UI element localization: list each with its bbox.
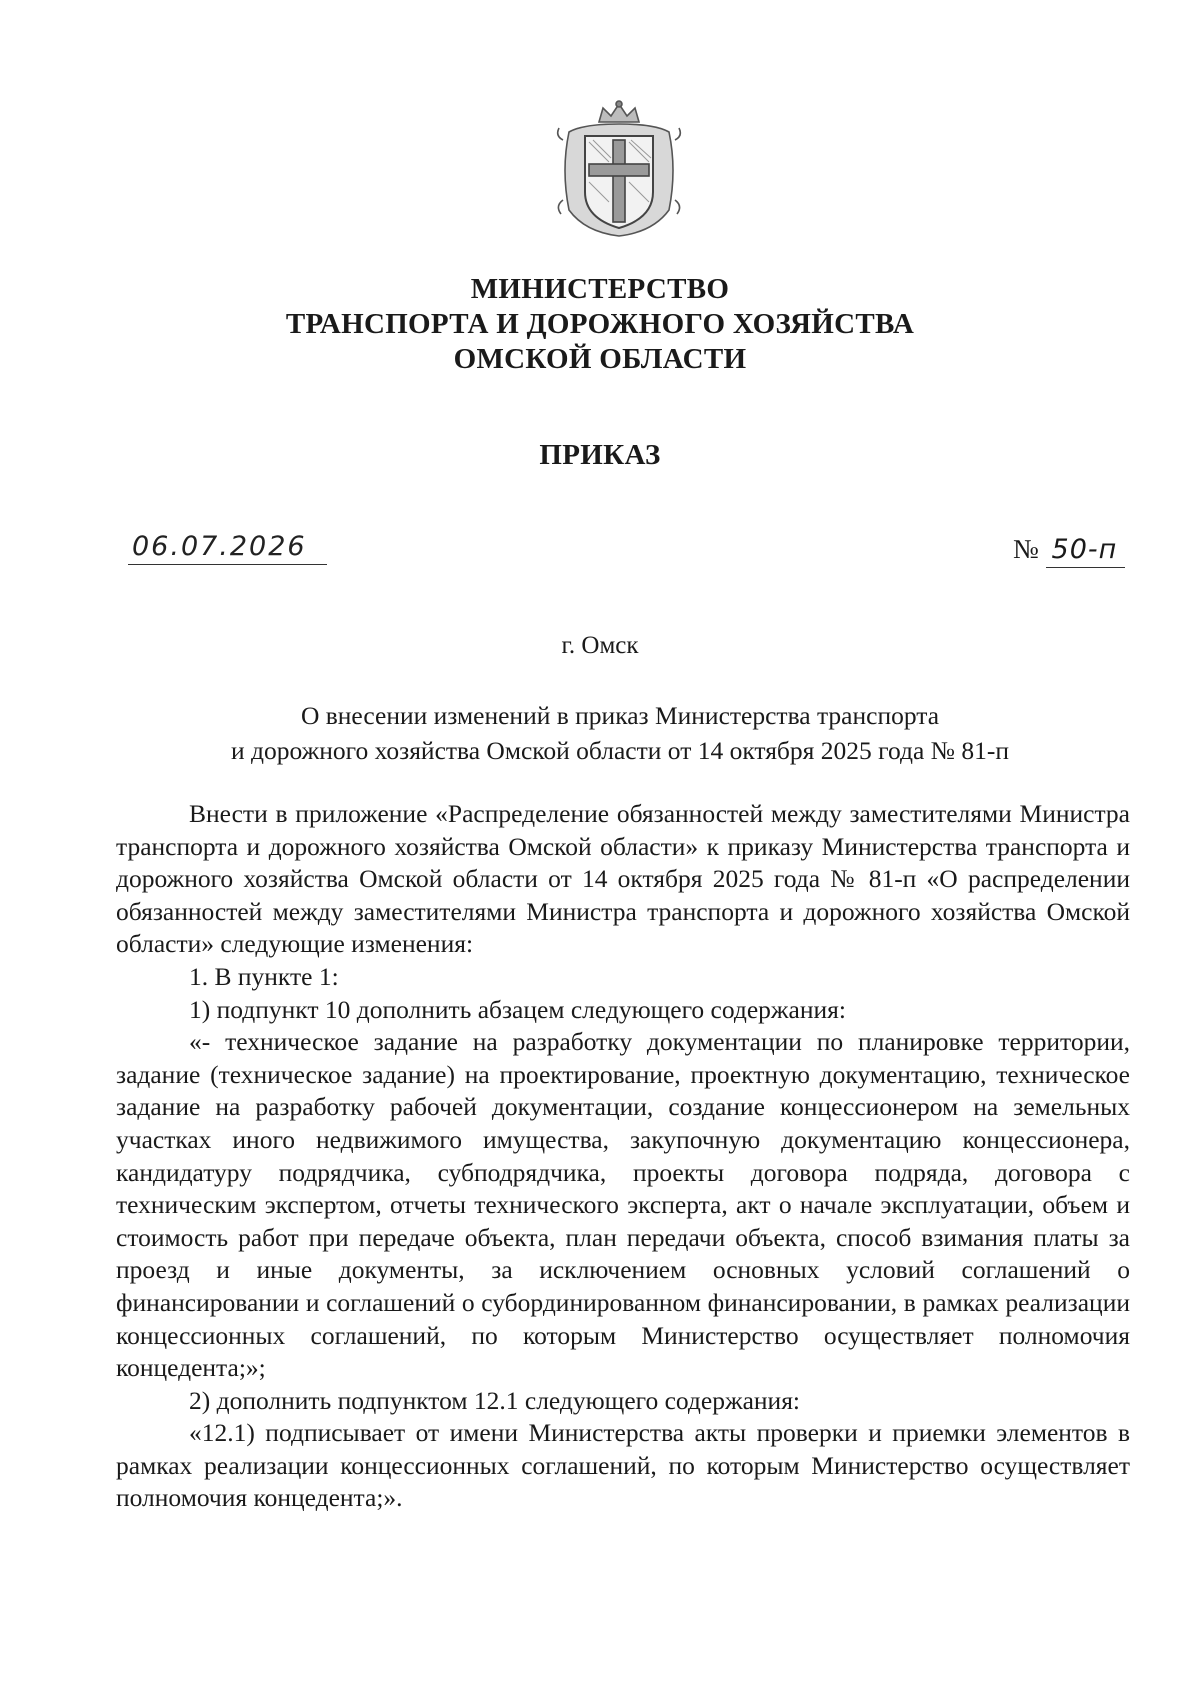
paragraph-quote-2: «12.1) подписывает от имени Министерства акты проверки и приемки элементов в рамках реализации концессионных соглашений, по которым Министерство осуществляет полномочия концедента;».	[116, 1418, 1130, 1513]
ministry-name-line-1: МИНИСТЕРСТВО	[470, 273, 730, 305]
paragraph-quote-1: «- техническое задание на разработку документации по планировке территории, задание (техническое задание) на проектирование, проектную документацию, техническое задание на разработку рабочей документации, создание концессионером на земельных участках иного недвижимого имущества, закупочную документацию концессионера, кандидатуру подрядчика, субподрядчика, проекты договора подряда, договора с техническим экспертом, отчеты технического эксперта, акт о начале эксплуатации, объем и стоимость работ при передаче объекта, план передачи объекта, способ взимания платы за проезд и иные документы, за исключением основных условий соглашений о финансировании и соглашений о субординированном финансировании, в рамках реализации концессионных соглашений, по которым Министерство осуществляет полномочия концедента;»;	[116, 1027, 1130, 1383]
ministry-name-line-2: ТРАНСПОРТА И ДОРОЖНОГО ХОЗЯЙСТВА	[285, 308, 915, 340]
subject-line-1: О внесении изменений в приказ Министерства транспорта	[300, 701, 940, 730]
order-title: ПРИКАЗ	[539, 439, 661, 471]
order-body	[116, 798, 1130, 1515]
order-subject	[0, 698, 1200, 768]
paragraph-intro: Внести в приложение «Распределение обязанностей между заместителями Министра транспорта и дорожного хозяйства Омской области» к приказу Министерства транспорта и дорожного хозяйства Омской области от 14 октября 2025 года № 81-п «О распределении обязанностей между заместителями Министра транспорта и дорожного хозяйства Омской области» следующие изменения:	[116, 799, 1130, 959]
number-value: 50-п	[1046, 533, 1126, 568]
paragraph-subpoint-1: 1) подпункт 10 дополнить абзацем следующего содержания:	[189, 994, 846, 1024]
order-date: 06.07.2026	[128, 530, 327, 565]
number-label: №	[1013, 534, 1039, 564]
paragraph-subpoint-2: 2) дополнить подпунктом 12.1 следующего содержания:	[189, 1385, 801, 1415]
ministry-name-line-3: ОМСКОЙ ОБЛАСТИ	[453, 343, 747, 375]
subject-line-2: и дорожного хозяйства Омской области от 14 октября 2025 года № 81-п	[231, 736, 1009, 765]
paragraph-point-1: 1. В пункте 1:	[189, 961, 339, 991]
order-number	[1013, 532, 1125, 568]
city: г. Омск	[561, 632, 639, 659]
coat-of-arms-icon	[555, 100, 683, 240]
